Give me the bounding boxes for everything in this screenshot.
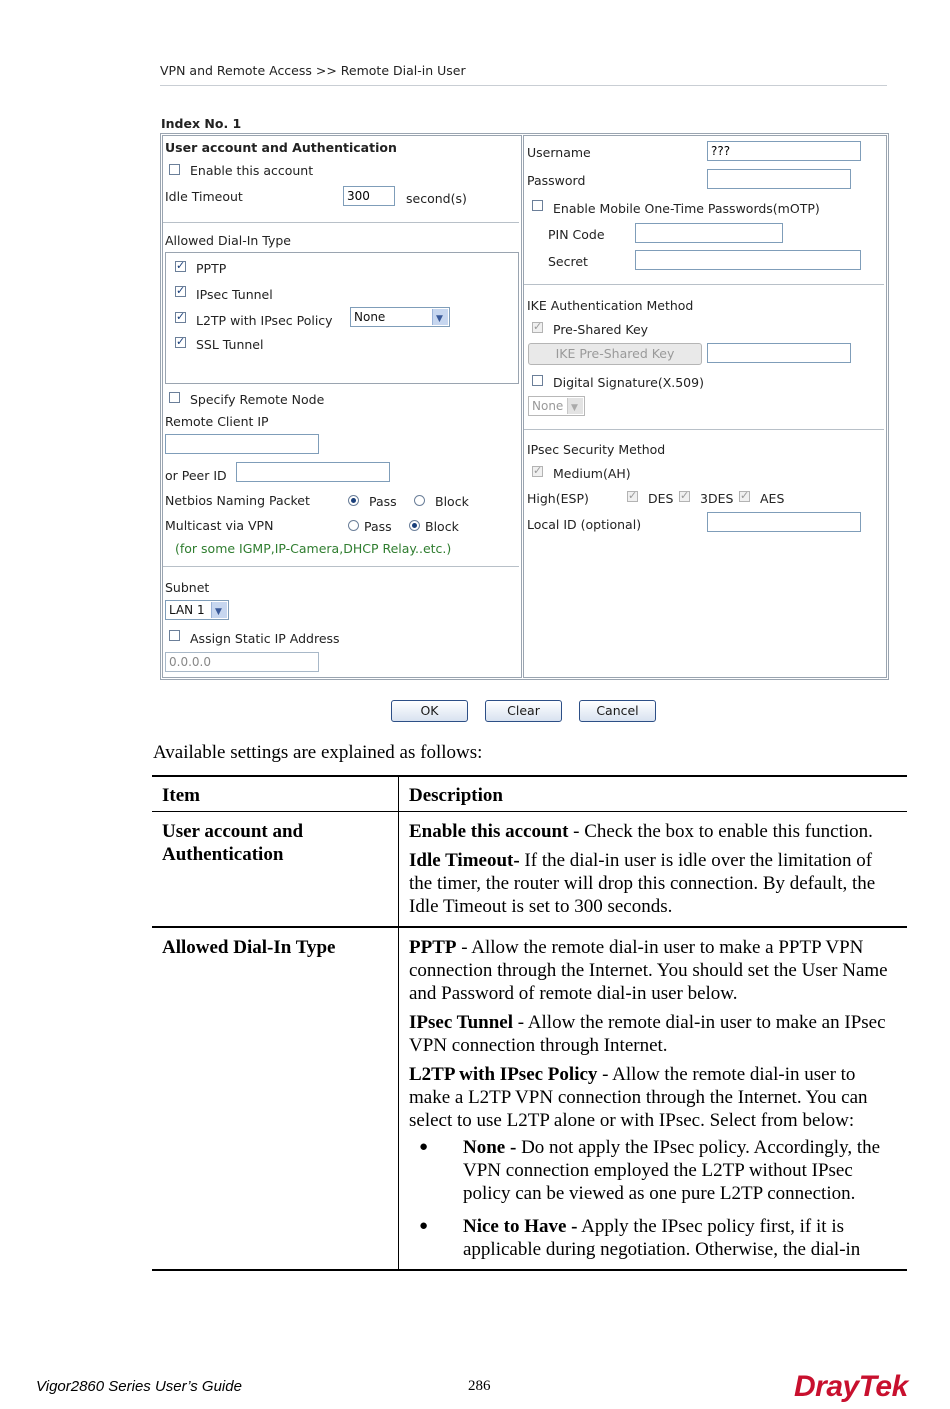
term: L2TP with IPsec Policy <box>409 1064 598 1085</box>
chevron-down-icon <box>567 398 583 414</box>
term: IPsec Tunnel <box>409 1012 514 1033</box>
aes-checkbox[interactable] <box>739 491 750 502</box>
secret-input[interactable] <box>635 250 861 270</box>
remote-client-ip-input[interactable] <box>165 434 319 454</box>
signature-select[interactable] <box>528 396 585 416</box>
motp-checkbox[interactable] <box>532 200 543 211</box>
ipsec-tunnel-checkbox[interactable] <box>175 286 186 297</box>
divider <box>524 284 884 285</box>
row-item: User account and Authentication <box>152 812 399 928</box>
3des-label: 3DES <box>700 491 734 506</box>
table-row <box>152 927 907 1270</box>
table-row <box>152 812 907 928</box>
chevron-down-icon <box>432 309 448 325</box>
list-item <box>463 1215 899 1261</box>
cancel-button[interactable]: Cancel <box>579 700 656 722</box>
description-text: - Allow the remote dial-in user to make a PPTP VPN connection through the Internet. You should set the User Name and Password of remote dial-in user below. <box>409 937 888 1004</box>
description-text: - Check the box to enable this function. <box>568 821 873 842</box>
remote-client-ip-label: Remote Client IP <box>165 414 269 429</box>
multicast-pass-radio[interactable] <box>348 520 359 531</box>
enable-account-checkbox[interactable] <box>169 164 180 175</box>
pptp-label: PPTP <box>196 261 227 276</box>
l2tp-policy-select[interactable] <box>350 307 450 327</box>
netbios-pass-radio[interactable] <box>348 495 359 506</box>
multicast-block-radio[interactable] <box>409 520 420 531</box>
secret-label: Secret <box>548 254 588 269</box>
motp-label: Enable Mobile One-Time Passwords(mOTP) <box>553 201 820 216</box>
term: None - <box>463 1137 517 1158</box>
static-ip-input[interactable]: 0.0.0.0 <box>165 652 319 672</box>
pin-code-label: PIN Code <box>548 227 605 242</box>
pre-shared-checkbox[interactable] <box>532 322 543 333</box>
des-label: DES <box>648 491 674 506</box>
policy-list <box>409 1136 899 1261</box>
specify-remote-checkbox[interactable] <box>169 392 180 403</box>
breadcrumb: VPN and Remote Access >> Remote Dial-in User <box>160 63 466 78</box>
idle-timeout-unit: second(s) <box>406 191 467 206</box>
term: Nice to Have - <box>463 1216 578 1237</box>
section-dialin-type: Allowed Dial-In Type <box>165 233 292 248</box>
peer-id-input[interactable] <box>236 462 390 482</box>
table-header-row <box>152 776 907 812</box>
chevron-down-icon <box>211 602 227 618</box>
term: Idle Timeout- <box>409 850 520 871</box>
enable-account-label: Enable this account <box>190 163 314 178</box>
description-text: Apply the IPsec policy first, if it is applicable during negotiation. Otherwise, the dial-in <box>463 1216 861 1260</box>
ssl-tunnel-label: SSL Tunnel <box>196 337 264 352</box>
multicast-pass-label: Pass <box>364 519 392 534</box>
medium-ah-checkbox[interactable] <box>532 466 543 477</box>
divider <box>163 222 519 223</box>
intro-text: Available settings are explained as follows: <box>153 742 483 763</box>
footer-guide-title: Vigor2860 Series User’s Guide <box>36 1378 242 1395</box>
row-description <box>399 812 908 928</box>
description-text: If the dial-in user is idle over the limitation of the timer, the router will drop this connection. By default, the Idle Timeout is set to 300 seconds. <box>409 850 876 917</box>
description-text: - Allow the remote dial-in user to make an IPsec VPN connection through Internet. <box>409 1012 886 1056</box>
medium-ah-label: Medium(AH) <box>553 466 631 481</box>
signature-value: None <box>532 399 564 413</box>
username-input[interactable]: ??? <box>707 141 861 161</box>
netbios-label: Netbios Naming Packet <box>165 493 310 508</box>
ok-button[interactable]: OK <box>391 700 468 722</box>
idle-timeout-label: Idle Timeout <box>165 189 243 204</box>
ike-psk-input[interactable] <box>707 343 851 363</box>
section-user-account: User account and Authentication <box>165 140 397 155</box>
des-checkbox[interactable] <box>627 491 638 502</box>
settings-table <box>152 775 907 1271</box>
netbios-block-label: Block <box>435 494 469 509</box>
idle-timeout-input[interactable]: 300 <box>343 186 395 206</box>
specify-remote-label: Specify Remote Node <box>190 392 325 407</box>
pptp-checkbox[interactable] <box>175 261 186 272</box>
high-esp-label: High(ESP) <box>527 491 589 506</box>
local-id-label: Local ID (optional) <box>527 517 642 532</box>
col-item-header: Item <box>152 776 399 812</box>
password-input[interactable] <box>707 169 851 189</box>
ike-psk-button[interactable]: IKE Pre-Shared Key <box>528 343 702 365</box>
aes-label: AES <box>760 491 785 506</box>
l2tp-policy-value: None <box>354 310 386 324</box>
divider <box>163 566 519 567</box>
netbios-pass-label: Pass <box>369 494 397 509</box>
breadcrumb-divider <box>160 85 887 86</box>
l2tp-checkbox[interactable] <box>175 312 186 323</box>
term: PPTP <box>409 937 457 958</box>
peer-id-label: or Peer ID <box>165 468 227 483</box>
ssl-tunnel-checkbox[interactable] <box>175 337 186 348</box>
multicast-note: (for some IGMP,IP-Camera,DHCP Relay..etc.) <box>175 541 452 556</box>
local-id-input[interactable] <box>707 512 861 532</box>
pre-shared-label: Pre-Shared Key <box>553 322 649 337</box>
username-label: Username <box>527 145 591 160</box>
subnet-select[interactable] <box>165 600 229 620</box>
digital-signature-label: Digital Signature(X.509) <box>553 375 704 390</box>
divider <box>524 429 884 430</box>
clear-button[interactable]: Clear <box>485 700 562 722</box>
term: Enable this account <box>409 821 569 842</box>
assign-static-label: Assign Static IP Address <box>190 631 340 646</box>
description-text: Do not apply the IPsec policy. Accordingly, the VPN connection employed the L2TP without IPsec policy can be viewed as one pure L2TP connection. <box>463 1137 881 1204</box>
page-number: 286 <box>468 1378 491 1394</box>
password-label: Password <box>527 173 586 188</box>
row-item: Allowed Dial-In Type <box>152 927 399 1270</box>
section-subnet: Subnet <box>165 580 210 595</box>
row-description <box>399 927 908 1270</box>
col-description-header: Description <box>399 776 908 812</box>
subnet-value: LAN 1 <box>169 603 205 617</box>
ipsec-tunnel-label: IPsec Tunnel <box>196 287 273 302</box>
digital-signature-checkbox[interactable] <box>532 375 543 386</box>
section-ike: IKE Authentication Method <box>527 298 694 313</box>
section-ipsec-security: IPsec Security Method <box>527 442 666 457</box>
l2tp-label: L2TP with IPsec Policy <box>196 313 333 328</box>
3des-checkbox[interactable] <box>679 491 690 502</box>
pin-code-input[interactable] <box>635 223 783 243</box>
list-item <box>463 1136 899 1205</box>
multicast-block-label: Block <box>425 519 459 534</box>
index-label: Index No. 1 <box>161 116 242 131</box>
multicast-label: Multicast via VPN <box>165 518 274 533</box>
assign-static-checkbox[interactable] <box>169 630 180 641</box>
netbios-block-radio[interactable] <box>414 495 425 506</box>
description-text: - Allow the remote dial-in user to make a L2TP VPN connection through the Internet. You can select to use L2TP alone or with IPsec. Select from below: <box>409 1064 868 1131</box>
draytek-logo: DrayTek <box>794 1370 908 1403</box>
